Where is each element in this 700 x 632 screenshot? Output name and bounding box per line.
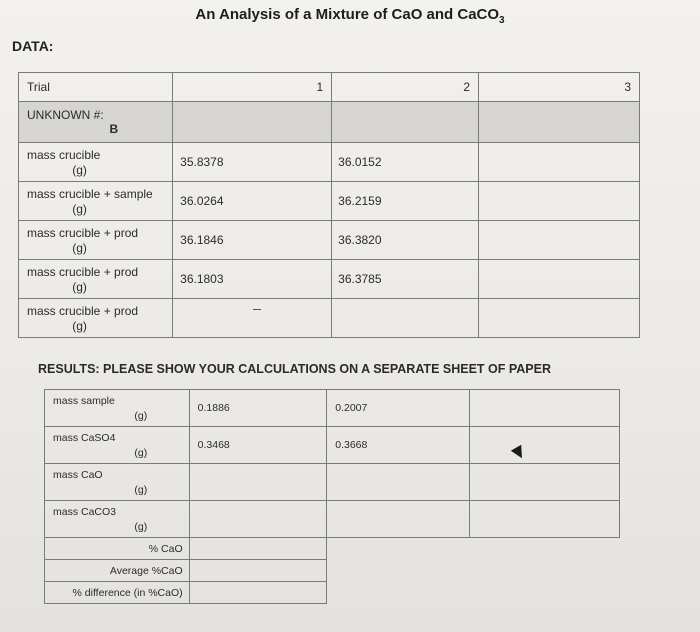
row-label bbox=[45, 427, 190, 464]
row-label-text: mass crucible + prod bbox=[27, 303, 139, 318]
trial-1-value: 0.1886 bbox=[189, 390, 327, 427]
row-label bbox=[19, 221, 173, 260]
row-label-text: mass crucible + sample bbox=[27, 186, 153, 201]
results-table bbox=[44, 389, 620, 604]
trial-1-value: 36.1803 bbox=[173, 260, 332, 299]
table-row bbox=[45, 464, 620, 501]
trial-1-value bbox=[189, 501, 327, 538]
pct-cao-blank bbox=[327, 538, 470, 560]
trial-3-value bbox=[470, 501, 620, 538]
trial-1-header: 1 bbox=[173, 73, 332, 102]
row-label bbox=[45, 464, 190, 501]
trial-1-value bbox=[189, 464, 327, 501]
trial-header-row bbox=[19, 73, 640, 102]
trial-3-value bbox=[479, 182, 640, 221]
data-heading: DATA: bbox=[12, 38, 54, 54]
page-title bbox=[0, 6, 700, 26]
difference-value bbox=[189, 582, 327, 604]
trial-3-value bbox=[470, 427, 620, 464]
row-label-text: mass sample bbox=[53, 394, 115, 407]
table-row bbox=[19, 260, 640, 299]
unknown-cell bbox=[19, 102, 173, 143]
trial-2-value: 36.3820 bbox=[332, 221, 479, 260]
row-label bbox=[19, 260, 173, 299]
row-label bbox=[45, 390, 190, 427]
table-row bbox=[19, 221, 640, 260]
pct-cao-row bbox=[45, 538, 620, 560]
row-label bbox=[19, 182, 173, 221]
table-row bbox=[45, 427, 620, 464]
row-unit: (g) bbox=[134, 446, 148, 459]
table-row bbox=[45, 390, 620, 427]
trial-3-value bbox=[479, 260, 640, 299]
row-label-text: mass crucible + prod bbox=[27, 264, 139, 279]
trial-3-value bbox=[470, 464, 620, 501]
row-label bbox=[19, 299, 173, 338]
trial-2-value bbox=[327, 501, 470, 538]
row-unit: (g) bbox=[72, 279, 87, 294]
trial-label: Trial bbox=[19, 73, 173, 102]
difference-blank bbox=[470, 582, 620, 604]
row-label-text: mass CaCO3 bbox=[53, 505, 117, 518]
table-row bbox=[19, 182, 640, 221]
trial-2-value bbox=[332, 299, 479, 338]
table-row bbox=[19, 299, 640, 338]
pct-cao-blank bbox=[470, 538, 620, 560]
row-unit: (g) bbox=[72, 240, 87, 255]
trial-2-value: 0.2007 bbox=[327, 390, 470, 427]
pct-cao-label: % CaO bbox=[45, 538, 190, 560]
trial-1-value bbox=[173, 299, 332, 338]
row-label-text: mass CaO bbox=[53, 468, 103, 481]
trial-2-value: 36.0152 bbox=[332, 143, 479, 182]
trial-2-value: 0.3668 bbox=[327, 427, 470, 464]
average-blank bbox=[327, 560, 470, 582]
row-label-text: mass crucible bbox=[27, 147, 101, 162]
row-unit: (g) bbox=[72, 162, 87, 177]
pen-mark bbox=[253, 309, 261, 310]
difference-row bbox=[45, 582, 620, 604]
trial-2-value: 36.2159 bbox=[332, 182, 479, 221]
row-unit: (g) bbox=[134, 409, 148, 422]
pct-cao-trial-1 bbox=[189, 538, 327, 560]
row-unit: (g) bbox=[134, 520, 148, 533]
trial-1-value: 0.3468 bbox=[189, 427, 327, 464]
average-blank bbox=[470, 560, 620, 582]
row-unit: (g) bbox=[72, 201, 87, 216]
average-row bbox=[45, 560, 620, 582]
unknown-row bbox=[19, 102, 640, 143]
trial-2-header: 2 bbox=[332, 73, 479, 102]
difference-blank bbox=[327, 582, 470, 604]
trial-1-value: 36.1846 bbox=[173, 221, 332, 260]
average-value bbox=[189, 560, 327, 582]
trial-2-value bbox=[327, 464, 470, 501]
unknown-trial-3 bbox=[479, 102, 640, 143]
row-unit: (g) bbox=[134, 483, 148, 496]
unknown-label: UNKNOWN #: bbox=[27, 108, 104, 122]
average-label: Average %CaO bbox=[45, 560, 190, 582]
row-label-text: mass CaSO4 bbox=[53, 431, 116, 444]
results-heading: RESULTS: PLEASE SHOW YOUR CALCULATIONS ON A SEPARATE SHEET OF PAPER bbox=[38, 362, 551, 376]
trial-3-value bbox=[479, 143, 640, 182]
table-row bbox=[19, 143, 640, 182]
row-unit: (g) bbox=[72, 318, 87, 333]
row-label bbox=[45, 501, 190, 538]
difference-label: % difference (in %CaO) bbox=[45, 582, 190, 604]
trial-1-value: 35.8378 bbox=[173, 143, 332, 182]
trial-3-value bbox=[479, 221, 640, 260]
unknown-trial-1 bbox=[173, 102, 332, 143]
trial-3-value bbox=[470, 390, 620, 427]
unknown-value: B bbox=[109, 122, 119, 136]
data-table bbox=[18, 72, 640, 338]
page-title-subscript: 3 bbox=[499, 15, 505, 26]
page-title-text: An Analysis of a Mixture of CaO and CaCO bbox=[195, 6, 500, 23]
unknown-trial-2 bbox=[332, 102, 479, 143]
row-label-text: mass crucible + prod bbox=[27, 225, 139, 240]
trial-1-value: 36.0264 bbox=[173, 182, 332, 221]
trial-3-value bbox=[479, 299, 640, 338]
trial-2-value: 36.3785 bbox=[332, 260, 479, 299]
table-row bbox=[45, 501, 620, 538]
trial-3-header: 3 bbox=[479, 73, 640, 102]
row-label bbox=[19, 143, 173, 182]
